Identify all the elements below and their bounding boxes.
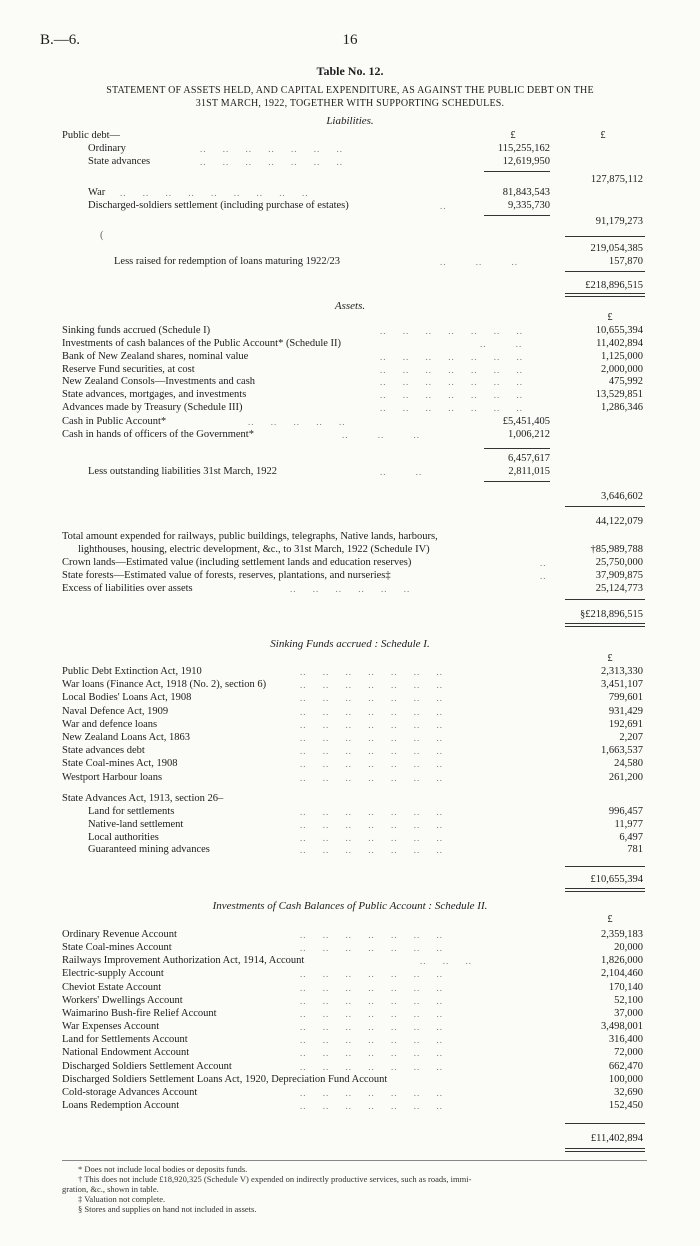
row-label: Loans Redemption Account	[62, 1099, 180, 1111]
row-value: 192,691	[608, 718, 643, 730]
asset-row	[0, 325, 700, 337]
leader-dots: .. .. .. .. .. ..	[290, 584, 411, 594]
leader-dots: ..	[540, 558, 547, 568]
sum-rule	[565, 236, 645, 237]
leader-dots: .. .. .. .. .. .. ..	[300, 1061, 443, 1072]
liability-row-redemption	[0, 256, 700, 268]
leader-dots: .. .. .. .. .. .. .. .. ..	[120, 188, 309, 198]
row-label: Electric-supply Account	[62, 968, 164, 980]
row-value: 157,870	[608, 256, 643, 267]
pound-sign-col3: £	[600, 130, 606, 141]
leader-dots: .. .. .. .. .. .. ..	[300, 1008, 443, 1019]
sum-rule	[565, 599, 645, 600]
row-value: 25,750,000	[595, 557, 643, 568]
row-label: State Advances Act, 1913, section 26–	[62, 793, 224, 804]
asset-row-cash-officers	[0, 429, 700, 441]
row-value: 115,255,162	[497, 143, 550, 154]
row-value: 127,875,112	[590, 174, 643, 185]
row-value: 9,335,730	[508, 200, 550, 211]
schedule-1-pound-header	[0, 653, 700, 665]
row-label: State advances, mortgages, and investments	[62, 389, 247, 401]
asset-row-expended-line-2	[0, 544, 700, 556]
row-label: Waimarino Bush-fire Relief Account	[62, 1007, 217, 1019]
row-value: 91,179,273	[595, 216, 643, 227]
sum-rule	[565, 271, 645, 272]
row-value: 2,359,183	[601, 929, 643, 940]
row-value: 10,655,394	[595, 325, 643, 336]
row-label: Native-land settlement	[88, 818, 184, 830]
leader-dots: .. .. .. .. .. .. ..	[300, 1048, 443, 1059]
row-label: Ordinary	[88, 143, 126, 154]
leader-dots: .. .. .. .. .. .. ..	[380, 326, 523, 336]
pound-sign: £	[607, 312, 613, 323]
row-value: 475,992	[608, 376, 643, 388]
double-rule-bottom	[565, 296, 645, 297]
asset-row-outstanding	[0, 466, 700, 478]
row-value: 20,000	[614, 942, 643, 954]
sum-rule	[565, 866, 645, 867]
row-label: State Coal-mines Act, 1908	[62, 758, 178, 770]
row-label: Crown lands—Estimated value (including settlement lands and education reserves)	[62, 557, 412, 568]
row-value: †85,989,788	[590, 544, 643, 555]
row-value: 1,006,212	[508, 429, 550, 440]
row-label: Less outstanding liabilities 31st March, 1922	[88, 466, 277, 477]
row-value: 24,580	[614, 758, 643, 770]
schedule-1-subrow	[0, 819, 700, 831]
schedule-2-row	[0, 1087, 700, 1099]
row-value: 2,104,460	[601, 968, 643, 980]
row-label: War	[88, 187, 106, 198]
schedule-2-row	[0, 1034, 700, 1046]
leader-dots: .. .. .. .. ..	[248, 417, 346, 427]
row-value: 2,207	[619, 732, 643, 743]
row-label: State advances	[88, 156, 151, 167]
row-value: 11,977	[614, 818, 643, 830]
schedule-2-row	[0, 1100, 700, 1112]
row-value: 100,000	[608, 1073, 643, 1085]
row-label: State Coal-mines Account	[62, 942, 172, 954]
row-value: 931,429	[608, 705, 643, 717]
leader-dots: .. .. .. .. .. .. ..	[300, 969, 443, 980]
schedule-1-subrow	[0, 844, 700, 856]
row-value: 25,124,773	[595, 583, 643, 594]
schedule-2-row	[0, 1061, 700, 1073]
row-label: Discharged Soldiers Settlement Account	[62, 1060, 232, 1072]
schedule-2-row	[0, 968, 700, 980]
schedule-1-subrow	[0, 806, 700, 818]
leader-dots: .. .. .. .. .. .. ..	[300, 746, 443, 757]
row-value: 6,497	[619, 831, 643, 843]
asset-row	[0, 338, 700, 350]
leader-dots: .. .. .. .. .. .. ..	[300, 995, 443, 1006]
schedule-1-heading: Sinking Funds accrued : Schedule I.	[270, 638, 430, 650]
row-label: Discharged-soldiers settlement (including purchase of estates)	[88, 200, 349, 211]
leader-dots: .. .. .. .. .. .. ..	[300, 719, 443, 730]
statement-title	[50, 84, 650, 110]
row-label: New Zealand Consols—Investments and cash	[62, 376, 256, 388]
leader-dots: ..	[440, 201, 447, 211]
row-label: Total amount expended for railways, public buildings, telegraphs, Native lands, harbours,	[62, 531, 438, 542]
leader-dots: .. .. ..	[342, 430, 420, 440]
public-debt-label: Public debt—	[62, 130, 121, 141]
double-rule-bottom	[565, 626, 645, 627]
leader-dots: .. .. .. .. .. .. ..	[300, 667, 443, 677]
leader-dots: ..	[540, 571, 547, 581]
leader-dots: .. .. .. .. .. .. ..	[300, 845, 443, 856]
schedule-1-subrow	[0, 832, 700, 844]
schedule-2-total	[0, 1133, 700, 1145]
row-label: Guaranteed mining advances	[88, 844, 210, 856]
row-label: Bank of New Zealand shares, nominal value	[62, 350, 249, 362]
row-value: 37,000	[614, 1007, 643, 1019]
asset-row-excess	[0, 583, 700, 595]
asset-cash-total	[0, 453, 700, 465]
sum-rule	[565, 1123, 645, 1124]
schedule-1-subheading	[0, 793, 700, 805]
row-label: Westport Harbour loans	[62, 771, 163, 783]
row-value: 1,826,000	[601, 955, 643, 967]
row-value: 781	[627, 844, 643, 856]
leader-dots: .. .. .. .. .. .. ..	[380, 364, 523, 375]
row-label: Excess of liabilities over assets	[62, 583, 193, 594]
schedule-2-row	[0, 1021, 700, 1033]
schedule-2-row	[0, 942, 700, 954]
double-rule-bottom	[565, 1151, 645, 1152]
liability-row-ordinary	[0, 143, 700, 155]
row-value: 13,529,851	[595, 389, 643, 401]
row-label: Local authorities	[88, 831, 159, 843]
row-label: State forests—Estimated value of forests, reserves, plantations, and nurseries‡	[62, 570, 391, 581]
leader-dots: .. .. .. .. .. .. ..	[380, 390, 523, 401]
row-label: Investments of cash balances of the Public Account* (Schedule II)	[62, 337, 342, 349]
leader-dots: .. .. .. .. .. .. ..	[380, 403, 523, 414]
schedule-2-row	[0, 1074, 700, 1086]
row-value: 2,811,015	[508, 466, 550, 477]
row-value: 1,286,346	[601, 402, 643, 414]
schedule-2-row	[0, 1008, 700, 1020]
page-number: 16	[342, 32, 358, 48]
row-label: Land for Settlements Account	[62, 1034, 188, 1046]
sum-rule	[565, 506, 645, 507]
liability-subtotal-1	[0, 174, 700, 186]
row-label: Reserve Fund securities, at cost	[62, 363, 195, 375]
double-rule-top	[565, 1148, 645, 1149]
row-label: Cash in Public Account*	[62, 416, 167, 427]
row-value: £218,896,515	[585, 280, 643, 291]
row-label: Workers' Dwellings Account	[62, 994, 183, 1006]
schedule-2-pound-header	[0, 914, 700, 926]
liabilities-pound-header	[0, 130, 700, 142]
row-label: War Expenses Account	[62, 1021, 160, 1033]
row-label: Less raised for redemption of loans maturing 1922/23	[114, 256, 340, 267]
row-value: 662,470	[608, 1060, 643, 1072]
table-number: Table No. 12.	[316, 64, 384, 78]
schedule-2-heading: Investments of Cash Balances of Public Account : Schedule II.	[212, 900, 488, 912]
schedule-1-row	[0, 666, 700, 678]
asset-row-cash-public	[0, 416, 700, 428]
asset-row-state-forests	[0, 570, 700, 582]
row-value: 219,054,385	[590, 243, 643, 254]
leader-dots: .. .. .. .. .. .. ..	[300, 706, 443, 717]
row-value: 52,100	[614, 994, 643, 1006]
row-value: £10,655,394	[590, 874, 643, 885]
schedule-2-row	[0, 982, 700, 994]
asset-total	[0, 516, 700, 528]
schedule-1-row	[0, 679, 700, 691]
row-label: Ordinary Revenue Account	[62, 929, 177, 940]
row-label: Cash in hands of officers of the Government*	[62, 429, 254, 440]
row-label: lighthouses, housing, electric development, &c., to 31st March, 1922 (Schedule IV)	[78, 544, 430, 555]
schedule-2-row	[0, 1047, 700, 1059]
asset-row-crown-lands	[0, 557, 700, 569]
row-label: Cold-storage Advances Account	[62, 1086, 198, 1098]
statement-title-line-2: 31ST MARCH, 1922, TOGETHER WITH SUPPORTING SCHEDULES.	[195, 98, 505, 109]
document-page: B.—6. 16 Table No. 12. STATEMENT OF ASSETS HELD, AND CAPITAL EXPENDITURE, AS AGAINST THE PUBLIC DEBT ON THE 31ST MARCH, 1922, TOGETHER WITH SUPPORTING SCHEDULES. Liabilities. Public debt— £ £ Ordinary .. .. .. .. .. .. .. 115,255,162 State advances .. .. .. .. .. .. .. 12,619,950 127,875,112 War .. .. .. .. .. .. .. .. .. 81,843,543 Discharged-soldiers settlement (including purchase of estates) .. 9,335,730 91,179,273 ( 219,054,385 Less raised for redemption of loans maturing 1922/23 .. .. .. 157,870 £218,896,515 Assets. £ Sinking funds accrued (Schedule I) .. .. .. .. .. .. .. 10,655,394 Investments of cash balances of the Public Account* (Schedule II) .. .. 11,402,894 Bank of New Zealand shares, nominal value .. .. .. .. .. .. .. 1,125,000 Reserve Fund securities, at cost .. .. .. .. .. .. .. 2,000,000 New Zealand Consols—Investments and cash .. .. .. .. .. .. .. 475,992 State advances, mortgages, and investments .. .. .. .. .. .. .. 13,529,851 Advances made by Treasury (Schedule III) .. .. .. .. .. .. .. 1,286,346 Cash in Public Account* .. .. .. .. .. £5,451,405 Cash in hands of officers of the Government* .. .. .. 1,006,212 6,457,617 Less outstanding liabilities 31st March, 1922 .. .. 2,811,015 3,646,602 44,122,079 Total amount expended for railways, public buildings, telegraphs, Native lands, harbours, lighthouses, housing, electric development, &c., to 31st March, 1922 (Schedule IV) †85,989,788 Crown lands—Estimated value (including settlement lands and education reserves) .. 25,750,000 State forests—Estimated value of forests, reserves, plantations, and nurseries‡ .. 37,909,875 Excess of liabilities over assets .. .. .. .. .. .. 25,124,773 §£218,896,515 Sinking Funds accrued : Schedule I. £ Public Debt Extinction Act, 1910 .. .. .. .. .. .. .. 2,313,330 War loans (Finance Act, 1918 (No. 2), section 6) .. .. .. .. .. .. .. 3,451,107 Local Bodies' Loans Act, 1908 .. .. .. .. .. .. .. 799,601 Naval Defence Act, 1909 .. .. .. .. .. .. .. 931,429 War and defence loans .. .. .. .. .. .. .. 192,691 New Zealand Loans Act, 1863 .. .. .. .. .. .. .. 2,207 State advances debt .. .. .. .. .. .. .. 1,663,537 State Coal-mines Act, 1908 .. .. .. .. .. .. .. 24,580 Westport Harbour loans .. .. .. .. .. .. .. 261,200 State Advances Act, 1913, section 26– Land for settlements .. .. .. .. .. .. .. 996,457 Native-land settlement .. .. .. .. .. .. .. 11,977 Local authorities .. .. .. .. .. .. .. 6,497 Guaranteed mining advances .. .. .. .. .. .. .. 781 £10,655,394 Investments of Cash Balances of Public Account : Schedule II. £ Ordinary Revenue Account .. .. .. .. .. .. .. 2,359,183 State Coal-mines Account .. .. .. .. .. .. .. 20,000 Railways Improvement Authorization Act, 1914, Account .. .. .. 1,826,000 Electric-supply Account .. .. .. .. .. .. .. 2,104,460 Cheviot Estate Account .. .. .. .. .. .. .. 170,140 Workers' Dwellings Account .. .. .. .. .. .. .. 52,100 Waimarino Bush-fire Relief Account .. .. .. .. .. .. .. 37,000 War Expenses Account .. .. .. .. .. .. .. 3,498,001 Land for Settlements Account .. .. .. .. .. .. .. 316,400 National Endowment Account .. .. .. .. .. .. .. 72,000 Discharged Soldiers Settlement Account .. .. .. .. .. .. .. 662,470 Discharged Soldiers Settlement Loans Act, 1920, Depreciation Fund Account 100,000 Cold-storage Advances Account .. .. .. .. .. .. .. 32,690 Loans Redemption Account .. .. .. .. .. .. .. 152,450 £11,402,894 * Does not include local bodies or deposits funds. † This does not include £18,920,325 (Schedule V) expended on indirectly productive services, such as roads, immi- gration, &c., shown in table. ‡ Valuation not complete. § Stores and supplies on hand not included in assets.	[0, 0, 700, 1246]
stray-mark: (	[100, 230, 104, 241]
leader-dots: .. .. .. .. .. .. ..	[380, 377, 523, 388]
liability-row-state-advances	[0, 156, 700, 168]
row-label: Local Bodies' Loans Act, 1908	[62, 692, 192, 704]
row-label: War and defence loans	[62, 718, 158, 730]
schedule-1-total	[0, 874, 700, 886]
asset-row	[0, 364, 700, 376]
row-value: £5,451,405	[502, 416, 550, 427]
row-value: 32,690	[614, 1086, 643, 1098]
leader-dots: .. .. .. .. .. .. ..	[300, 733, 443, 743]
liability-row-war	[0, 187, 700, 199]
row-value: 316,400	[608, 1034, 643, 1046]
row-label: Land for settlements	[88, 806, 175, 817]
schedule-1-row	[0, 732, 700, 744]
double-rule-top	[565, 888, 645, 889]
schedule-1-row	[0, 772, 700, 784]
leader-dots: .. .. .. .. .. .. ..	[300, 943, 443, 954]
leader-dots: .. .. ..	[420, 956, 472, 967]
row-label: Railways Improvement Authorization Act, 1914, Account	[62, 955, 305, 967]
row-value: 261,200	[608, 771, 643, 783]
schedule-1-row	[0, 719, 700, 731]
leader-dots: .. .. .. .. .. .. ..	[380, 351, 523, 362]
row-value: 799,601	[608, 692, 643, 704]
leader-dots: .. .. .. .. .. .. ..	[300, 759, 443, 770]
liability-subtotal-2	[0, 216, 700, 228]
leader-dots: .. .. .. .. .. .. ..	[300, 807, 443, 817]
sum-rule	[484, 171, 550, 172]
row-value: 6,457,617	[508, 453, 550, 464]
row-value: §£218,896,515	[580, 609, 643, 620]
double-rule-top	[565, 623, 645, 624]
asset-net-cash	[0, 491, 700, 503]
asset-row	[0, 389, 700, 401]
assets-heading: Assets.	[334, 300, 366, 312]
leader-dots: .. .. .. .. .. .. ..	[300, 1100, 443, 1111]
schedule-1-row	[0, 706, 700, 718]
leader-dots: .. .. ..	[440, 257, 518, 267]
document-reference: B.—6.	[40, 32, 81, 48]
row-value: 2,000,000	[601, 363, 643, 375]
row-label: State advances debt	[62, 745, 145, 757]
sum-rule	[484, 481, 550, 482]
statement-title-line-1: STATEMENT OF ASSETS HELD, AND CAPITAL EXPENDITURE, AS AGAINST THE PUBLIC DEBT ON THE	[106, 85, 594, 96]
leader-dots: .. ..	[380, 467, 423, 477]
row-value: 11,402,894	[596, 337, 643, 349]
double-rule-bottom	[565, 891, 645, 892]
pound-sign-col2: £	[510, 130, 516, 141]
row-value: 12,619,950	[502, 156, 550, 167]
row-value: 72,000	[614, 1047, 643, 1059]
leader-dots: .. .. .. .. .. .. ..	[300, 982, 443, 993]
schedule-2-row	[0, 955, 700, 967]
row-label: Naval Defence Act, 1909	[62, 705, 169, 717]
asset-row	[0, 402, 700, 414]
schedule-1-row	[0, 692, 700, 704]
row-value: 37,909,875	[595, 570, 643, 581]
row-value: 152,450	[608, 1099, 643, 1111]
leader-dots: .. .. .. .. .. .. ..	[200, 157, 343, 167]
row-label: Advances made by Treasury (Schedule III)	[62, 402, 243, 414]
pound-sign: £	[607, 653, 613, 664]
liability-gross-total	[0, 243, 700, 255]
row-value: 1,663,537	[601, 745, 643, 757]
sum-rule	[484, 448, 550, 449]
assets-pound-header	[0, 312, 700, 324]
liability-net-total	[0, 280, 700, 292]
asset-grand-total	[0, 609, 700, 621]
leader-dots: .. .. .. .. .. .. ..	[300, 693, 443, 704]
leader-dots: .. ..	[480, 338, 523, 349]
row-value: 81,843,543	[502, 187, 550, 198]
leader-dots: .. .. .. .. .. .. ..	[300, 772, 443, 783]
pound-sign: £	[607, 914, 613, 925]
row-label: Sinking funds accrued (Schedule I)	[62, 325, 211, 336]
leader-dots: .. .. .. .. .. .. ..	[300, 832, 443, 843]
leader-dots: .. .. .. .. .. .. ..	[300, 819, 443, 830]
row-label: Public Debt Extinction Act, 1910	[62, 666, 202, 677]
liability-row-discharged	[0, 200, 700, 212]
row-label: War loans (Finance Act, 1918 (No. 2), section 6)	[62, 679, 267, 691]
row-value: 170,140	[608, 981, 643, 993]
schedule-1-row	[0, 758, 700, 770]
leader-dots: .. .. .. .. .. .. ..	[200, 144, 343, 154]
row-label: New Zealand Loans Act, 1863	[62, 732, 191, 743]
leader-dots: .. .. .. .. .. .. ..	[300, 1035, 443, 1046]
row-value: 3,646,602	[601, 491, 643, 502]
schedule-2-row	[0, 995, 700, 1007]
schedule-1-row	[0, 745, 700, 757]
leader-dots: .. .. .. .. .. .. ..	[300, 1087, 443, 1098]
leader-dots: .. .. .. .. .. .. ..	[300, 930, 443, 940]
row-label: National Endowment Account	[62, 1047, 190, 1059]
footnote-rule	[62, 1160, 647, 1161]
row-label: Cheviot Estate Account	[62, 981, 162, 993]
asset-row	[0, 351, 700, 363]
row-value: 3,498,001	[601, 1021, 643, 1033]
row-value: 3,451,107	[601, 679, 643, 691]
asset-row	[0, 376, 700, 388]
row-value: 44,122,079	[595, 516, 643, 527]
asset-row-expended-line-1	[0, 531, 700, 543]
row-value: £11,402,894	[590, 1133, 643, 1144]
liabilities-heading: Liabilities.	[326, 115, 374, 127]
schedule-2-row	[0, 929, 700, 941]
row-value: 1,125,000	[601, 350, 643, 362]
leader-dots: .. .. .. .. .. .. ..	[300, 1022, 443, 1033]
row-value: 996,457	[608, 806, 643, 817]
row-value: 2,313,330	[601, 666, 643, 677]
row-label: Discharged Soldiers Settlement Loans Act, 1920, Depreciation Fund Account	[62, 1073, 388, 1085]
leader-dots: .. .. .. .. .. .. ..	[300, 680, 443, 691]
double-rule-top	[565, 293, 645, 294]
